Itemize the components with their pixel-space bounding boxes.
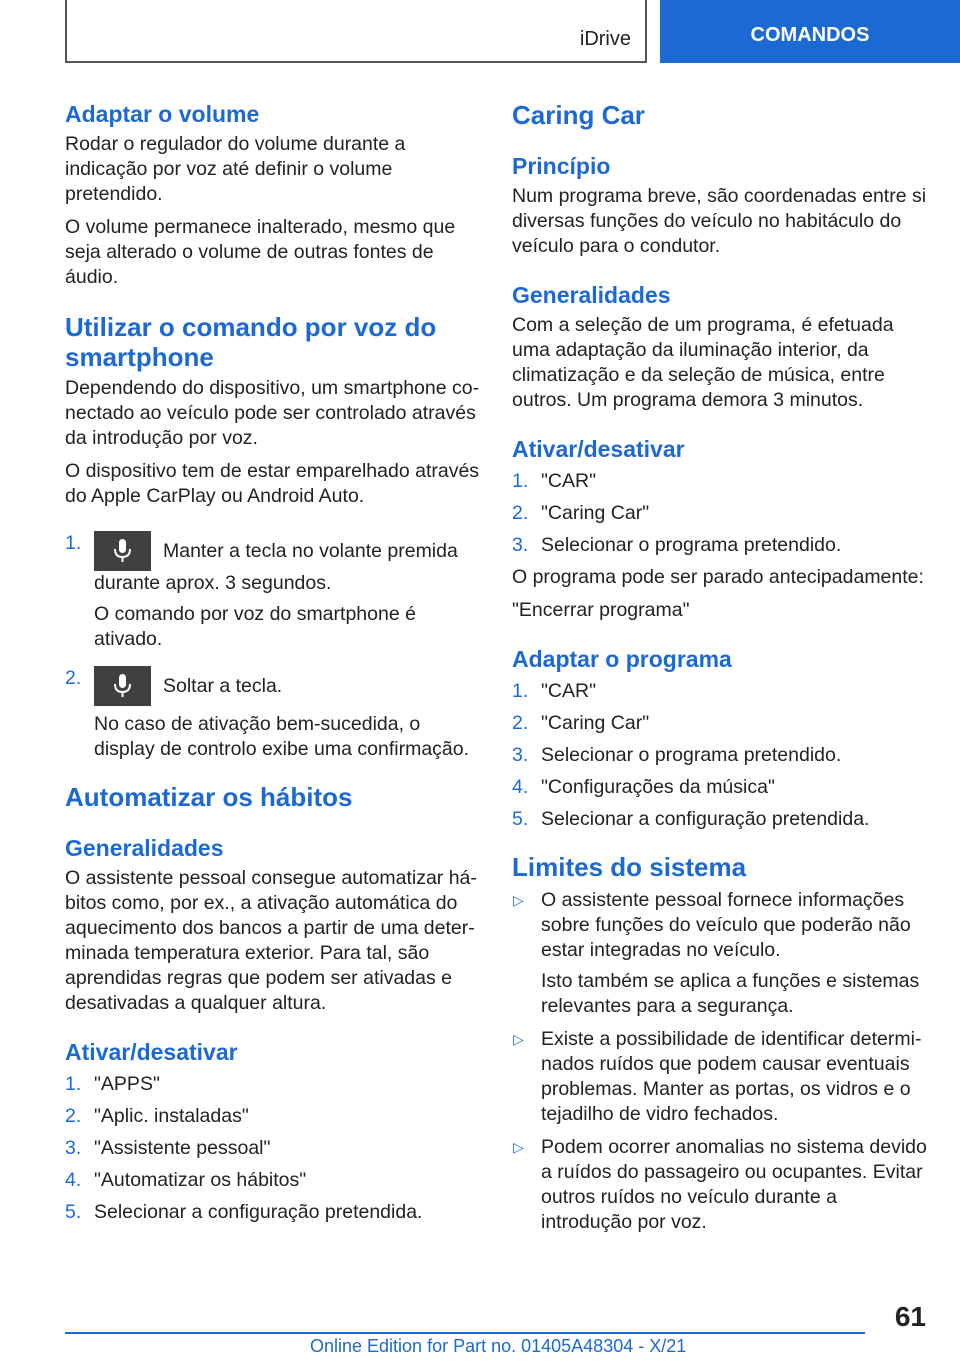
list-item <box>512 501 930 526</box>
heading-adaptar-programa: Adaptar o programa <box>512 646 732 672</box>
paragraph: Rodar o regulador do volume durante a indicação por voz até definir o volume pretendido. <box>65 133 406 205</box>
step-text: "CAR" <box>541 680 597 702</box>
list-item <box>512 469 930 494</box>
list-item <box>512 679 930 704</box>
right-column <box>512 100 930 1243</box>
list-item <box>65 666 483 762</box>
footer-edition: Online Edition for Part no. 01405A48304 - X/21 <box>310 1336 687 1356</box>
triangle-bullet-icon: ▷ <box>513 892 524 908</box>
paragraph: O volume permanece inalterado, mesmo que seja alterado o volume de outras fontes de áudio. <box>65 216 456 288</box>
heading-generalidades: Generalidades <box>65 835 224 861</box>
step-text: Selecionar o programa pretendido. <box>541 534 842 556</box>
item-text: Podem ocorrer anomalias no sistema devido a ruídos do passageiro ou ocupantes. Evitar outros ruídos no veículo durante a introdução por voz. <box>541 1136 927 1233</box>
step-sub: O comando por voz do smartphone é ativado. <box>94 603 416 650</box>
list-item <box>512 711 930 736</box>
step-text: Selecionar a configuração pretendida. <box>541 808 870 830</box>
step-text: "Assistente pessoal" <box>94 1137 271 1159</box>
step-text: "APPS" <box>94 1073 160 1095</box>
heading-automatizar: Automatizar os hábitos <box>65 782 353 812</box>
list-item <box>65 1136 483 1161</box>
step-number: 1. <box>512 680 529 702</box>
step-text: Selecionar o programa pretendido. <box>541 744 842 766</box>
step-number: 1. <box>65 1073 82 1095</box>
page-number: 61 <box>894 1301 926 1332</box>
limits-list <box>512 888 930 1235</box>
heading-principio: Princípio <box>512 153 611 179</box>
heading-smartphone: Utilizar o comando por voz do smartphone <box>65 312 437 372</box>
step-number: 2. <box>512 712 529 734</box>
step-number: 2. <box>65 667 82 689</box>
list-item <box>65 1200 483 1225</box>
section-title: iDrive <box>579 28 631 50</box>
triangle-bullet-icon: ▷ <box>513 1031 524 1047</box>
step-number: 2. <box>65 1105 82 1127</box>
paragraph: Dependendo do dispositivo, um smartphone conectado ao veículo pode ser controlado através da introdução por voz. <box>65 377 480 449</box>
left-column <box>65 100 483 1232</box>
heading-generalidades: Generalidades <box>512 282 671 308</box>
list-item <box>65 1104 483 1129</box>
microphone-button-icon <box>94 531 151 571</box>
caring-activate-steps <box>512 469 930 558</box>
step-text: Manter a tecla no volante premida durante aprox. 3 segundos. <box>94 540 458 594</box>
list-item <box>512 743 930 768</box>
list-item <box>65 1072 483 1097</box>
paragraph: O dispositivo tem de estar emparelhado através do Apple CarPlay ou Android Auto. <box>65 460 480 507</box>
heading-ativar-desativar: Ativar/desativar <box>512 436 685 462</box>
heading-caring-car: Caring Car <box>512 100 645 130</box>
paragraph: O programa pode ser parado antecipadamente: <box>512 566 924 588</box>
step-text: "Automatizar os hábitos" <box>94 1169 307 1191</box>
step-text: "Aplic. instaladas" <box>94 1105 249 1127</box>
step-number: 3. <box>512 744 529 766</box>
list-item <box>512 1135 930 1235</box>
chapter-tab: COMANDOS <box>660 0 960 63</box>
step-number: 3. <box>65 1137 82 1159</box>
item-text: Existe a possibilidade de identificar determinados ruídos que podem causar eventuais problemas. Manter as portas, os vidros e o tejadilho de vidro fechados. <box>541 1028 922 1125</box>
step-text: "Configurações da música" <box>541 776 775 798</box>
list-item <box>512 888 930 1019</box>
list-item <box>65 531 483 652</box>
heading-ativar-desativar: Ativar/desativar <box>65 1039 238 1065</box>
step-text: Soltar a tecla. <box>163 675 283 697</box>
list-item <box>512 533 930 558</box>
heading-limites: Limites do sistema <box>512 852 747 882</box>
list-item <box>512 807 930 832</box>
step-number: 5. <box>512 808 529 830</box>
paragraph: O assistente pessoal consegue automatizar hábitos como, por ex., a ativação automática do aquecimento dos bancos a partir de uma determinada temperatura exterior. Para tal, são aprendidas regras que podem ser ativadas e desativadas a qualquer altura. <box>65 867 477 1014</box>
step-number: 1. <box>65 532 82 554</box>
habits-steps <box>65 1072 483 1225</box>
header-section-box <box>65 0 647 63</box>
smartphone-steps <box>65 531 483 762</box>
step-number: 3. <box>512 534 529 556</box>
paragraph: Com a seleção de um programa, é efetuada uma adaptação da iluminação interior, da climatização e da seleção de música, entre outros. Um programa demora 3 minutos. <box>512 314 894 411</box>
item-sub: Isto também se aplica a funções e sistemas relevantes para a segurança. <box>541 970 920 1017</box>
step-number: 4. <box>512 776 529 798</box>
microphone-button-icon <box>94 666 151 706</box>
step-text: "CAR" <box>541 470 597 492</box>
list-item <box>512 775 930 800</box>
step-number: 2. <box>512 502 529 524</box>
heading-adaptar-volume: Adaptar o volume <box>65 101 260 127</box>
step-sub: No caso de ativação bem-sucedida, o display de controlo exibe uma confirmação. <box>94 713 470 760</box>
step-number: 4. <box>65 1169 82 1191</box>
step-text: "Caring Car" <box>541 712 650 734</box>
list-item <box>512 1027 930 1127</box>
paragraph: Num programa breve, são coordenadas entre si diversas funções do veículo no habitáculo do veículo para o condutor. <box>512 185 927 257</box>
step-text: Selecionar a configuração pretendida. <box>94 1201 423 1223</box>
item-text: O assistente pessoal fornece informações sobre funções do veículo que poderão não estar integradas no veículo. <box>541 889 911 961</box>
caring-adapt-steps <box>512 679 930 832</box>
triangle-bullet-icon: ▷ <box>513 1139 524 1155</box>
step-number: 1. <box>512 470 529 492</box>
list-item <box>65 1168 483 1193</box>
voice-command: "Encerrar programa" <box>512 599 690 621</box>
step-number: 5. <box>65 1201 82 1223</box>
step-text: "Caring Car" <box>541 502 650 524</box>
footer-divider <box>65 1332 865 1334</box>
